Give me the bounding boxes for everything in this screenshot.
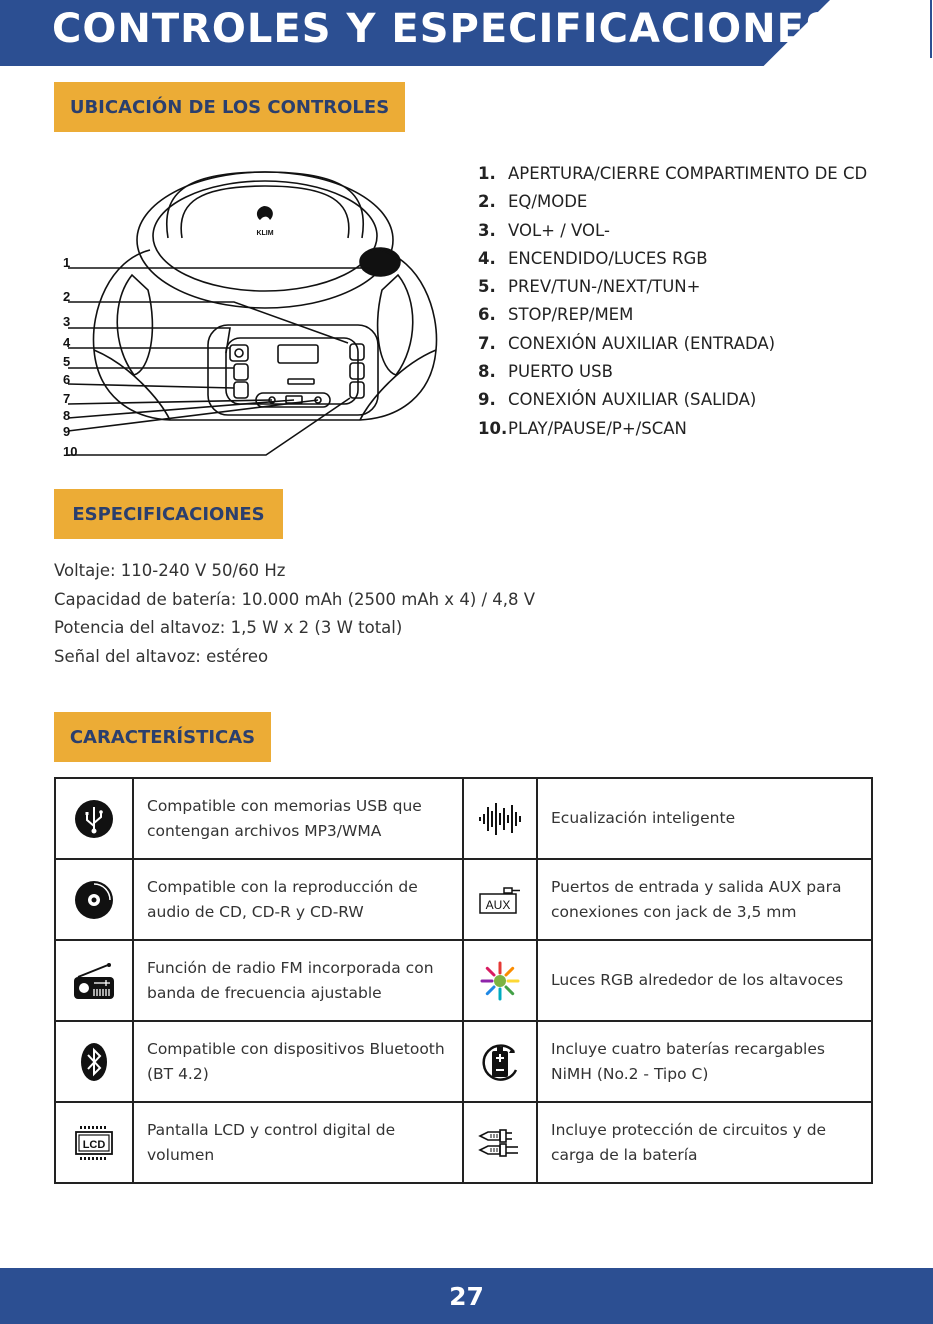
callout-number: 6 <box>63 372 71 387</box>
battery-icon <box>478 1040 522 1084</box>
spec-speaker-signal: Señal del altavoz: estéreo <box>54 646 269 666</box>
section-title-features: CARACTERÍSTICAS <box>54 712 271 762</box>
page-number: 27 <box>449 1281 484 1311</box>
control-item: 5. PREV/TUN-/NEXT/TUN+ <box>478 277 701 297</box>
callout-number: 4 <box>63 335 71 350</box>
lcd-icon <box>74 1123 114 1163</box>
controls-list <box>478 160 867 443</box>
table-row <box>55 778 872 859</box>
feature-text: Compatible con dispositivos Bluetooth (BT 4.2) <box>133 1021 463 1102</box>
control-item: 7. CONEXIÓN AUXILIAR (ENTRADA) <box>478 333 776 353</box>
feature-text: Compatible con la reproducción de audio de CD, CD-R y CD-RW <box>133 859 463 940</box>
callout-number: 7 <box>63 391 71 406</box>
table-row <box>55 940 872 1021</box>
feature-text: Puertos de entrada y salida AUX para conexiones con jack de 3,5 mm <box>537 859 872 940</box>
control-item: 9. CONEXIÓN AUXILIAR (SALIDA) <box>478 390 757 410</box>
lcd-label: LCD <box>82 1138 106 1151</box>
feature-text: Compatible con memorias USB que contengan archivos MP3/WMA <box>133 778 463 859</box>
feature-text: Incluye cuatro baterías recargables NiMH (No.2 - Tipo C) <box>537 1021 872 1102</box>
usb-icon <box>74 799 114 839</box>
control-item: 10.PLAY/PAUSE/P+/SCAN <box>478 418 687 438</box>
specs-list <box>54 557 535 671</box>
control-item: 8. PUERTO USB <box>478 362 613 382</box>
callout-number: 8 <box>63 408 71 423</box>
radio-icon <box>72 961 116 1001</box>
callout-number: 2 <box>63 289 71 304</box>
aux-label: AUX <box>485 897 511 912</box>
equalizer-icon <box>478 801 522 837</box>
footer-bar <box>0 1268 933 1324</box>
control-item: 4. ENCENDIDO/LUCES RGB <box>478 248 708 268</box>
feature-text: Ecualización inteligente <box>537 778 872 859</box>
control-item: 1. APERTURA/CIERRE COMPARTIMENTO DE CD <box>478 164 868 183</box>
bluetooth-icon <box>79 1042 109 1082</box>
boombox-illustration <box>50 150 480 470</box>
spec-speaker-power: Potencia del altavoz: 1,5 W x 2 (3 W total) <box>54 618 403 637</box>
feature-text: Función de radio FM incorporada con banda de frecuencia ajustable <box>133 940 463 1021</box>
brand-logo-text: KLIM <box>256 230 274 237</box>
control-item: 2. EQ/MODE <box>478 192 588 212</box>
features-table <box>54 777 873 1184</box>
cd-icon <box>74 880 114 920</box>
page-title: CONTROLES Y ESPECIFICACIONES <box>52 6 835 52</box>
spec-voltage: Voltaje: 110-240 V 50/60 Hz <box>54 561 286 580</box>
control-item: 6. STOP/REP/MEM <box>478 305 634 325</box>
section-title-controls: UBICACIÓN DE LOS CONTROLES <box>54 82 405 132</box>
plug-protection-icon <box>478 1126 522 1160</box>
section-title-specs: ESPECIFICACIONES <box>54 489 283 539</box>
edge-divider <box>930 0 932 58</box>
control-item: 3. VOL+ / VOL- <box>478 220 610 240</box>
aux-icon <box>478 885 522 915</box>
rgb-lights-icon <box>478 959 522 1003</box>
table-row <box>55 859 872 940</box>
callout-number: 5 <box>63 354 71 369</box>
feature-text: Luces RGB alrededor de los altavoces <box>537 940 872 1021</box>
table-row <box>55 1021 872 1102</box>
spec-battery: Capacidad de batería: 10.000 mAh (2500 mAh x 4) / 4,8 V <box>54 589 536 609</box>
callout-number: 10 <box>63 444 78 459</box>
feature-text: Incluye protección de circuitos y de carga de la batería <box>537 1102 872 1183</box>
callout-number: 1 <box>63 255 71 270</box>
callout-number: 9 <box>63 424 71 439</box>
feature-text: Pantalla LCD y control digital de volumen <box>133 1102 463 1183</box>
table-row <box>55 1102 872 1183</box>
callout-number: 3 <box>63 314 71 329</box>
